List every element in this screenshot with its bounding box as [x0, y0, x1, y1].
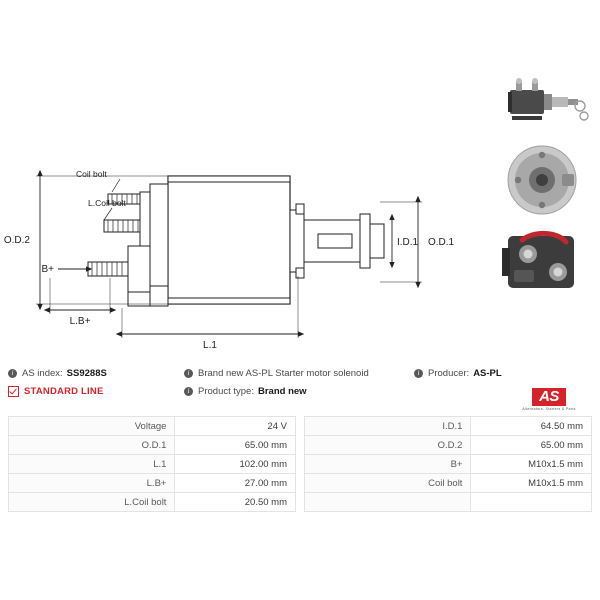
- aspl-logo: [506, 388, 592, 411]
- description-block: [184, 368, 414, 379]
- spec-value: 65.00 mm: [175, 436, 296, 455]
- spec-key: B+: [305, 455, 471, 474]
- table-row: [9, 455, 296, 474]
- aspl-logo-subtitle: Alternators, Starters & Parts: [522, 407, 576, 411]
- as-index-block: [8, 368, 184, 379]
- info-icon: i: [184, 387, 193, 396]
- spec-value: 27.00 mm: [175, 474, 296, 493]
- spec-value: 64.50 mm: [471, 417, 592, 436]
- product-description: Brand new AS-PL Starter motor solenoid: [198, 368, 369, 379]
- product-info: [8, 368, 592, 404]
- svg-text:I.D.1: I.D.1: [397, 237, 419, 248]
- table-row: [9, 436, 296, 455]
- spec-value: M10x1.5 mm: [471, 455, 592, 474]
- spec-key: L.B+: [9, 474, 175, 493]
- technical-drawing: [0, 24, 460, 354]
- spec-value: M10x1.5 mm: [471, 474, 592, 493]
- spec-value: 20.50 mm: [175, 493, 296, 512]
- product-photo-rear: [492, 224, 592, 298]
- spec-key: O.D.2: [305, 436, 471, 455]
- table-row: [305, 436, 592, 455]
- spec-key: L.Coil bolt: [9, 493, 175, 512]
- product-photo-front: [492, 140, 592, 220]
- spec-value: 24 V: [175, 417, 296, 436]
- table-row: [305, 474, 592, 493]
- table-row: [9, 417, 296, 436]
- svg-text:B+: B+: [41, 264, 54, 275]
- table-row: [9, 474, 296, 493]
- as-index-label: AS index:: [22, 368, 63, 379]
- product-photo-gallery: [492, 70, 592, 302]
- svg-text:L.Coil bolt: L.Coil bolt: [88, 198, 126, 208]
- info-icon: i: [414, 369, 423, 378]
- product-type-value: Brand new: [257, 386, 307, 397]
- table-row: [305, 417, 592, 436]
- svg-text:O.D.2: O.D.2: [3, 235, 30, 246]
- spec-value: 65.00 mm: [471, 436, 592, 455]
- spec-table-left: [8, 416, 296, 512]
- standard-line-label: STANDARD LINE: [24, 386, 104, 397]
- spec-tables: [8, 416, 592, 512]
- product-photo-side: [492, 70, 592, 136]
- info-icon: i: [8, 369, 17, 378]
- svg-text:L.B+: L.B+: [69, 316, 91, 327]
- svg-text:L.1: L.1: [203, 340, 217, 351]
- svg-text:O.D.1: O.D.1: [428, 237, 455, 248]
- info-row-primary: [8, 368, 592, 379]
- spec-key: Voltage: [9, 417, 175, 436]
- spec-key: I.D.1: [305, 417, 471, 436]
- producer-label: Producer:: [428, 368, 470, 379]
- check-icon: [8, 386, 19, 397]
- aspl-logo-mark: AS: [532, 388, 566, 406]
- product-type-block: [184, 386, 414, 397]
- producer-block: [414, 368, 584, 379]
- spec-key: [305, 493, 471, 512]
- spec-key: O.D.1: [9, 436, 175, 455]
- table-row-empty: [305, 493, 592, 512]
- as-index-value: SS9288S: [66, 368, 107, 379]
- svg-text:Coil bolt: Coil bolt: [76, 169, 107, 179]
- info-icon: i: [184, 369, 193, 378]
- info-row-secondary: [8, 386, 592, 397]
- standard-line-badge: [8, 386, 184, 397]
- spec-key: L.1: [9, 455, 175, 474]
- product-type-label: Product type:: [198, 386, 254, 397]
- spec-value: [471, 493, 592, 512]
- spec-table-right: [304, 416, 592, 512]
- table-row: [305, 455, 592, 474]
- table-row: [9, 493, 296, 512]
- producer-value: AS-PL: [473, 368, 502, 379]
- spec-value: 102.00 mm: [175, 455, 296, 474]
- spec-key: Coil bolt: [305, 474, 471, 493]
